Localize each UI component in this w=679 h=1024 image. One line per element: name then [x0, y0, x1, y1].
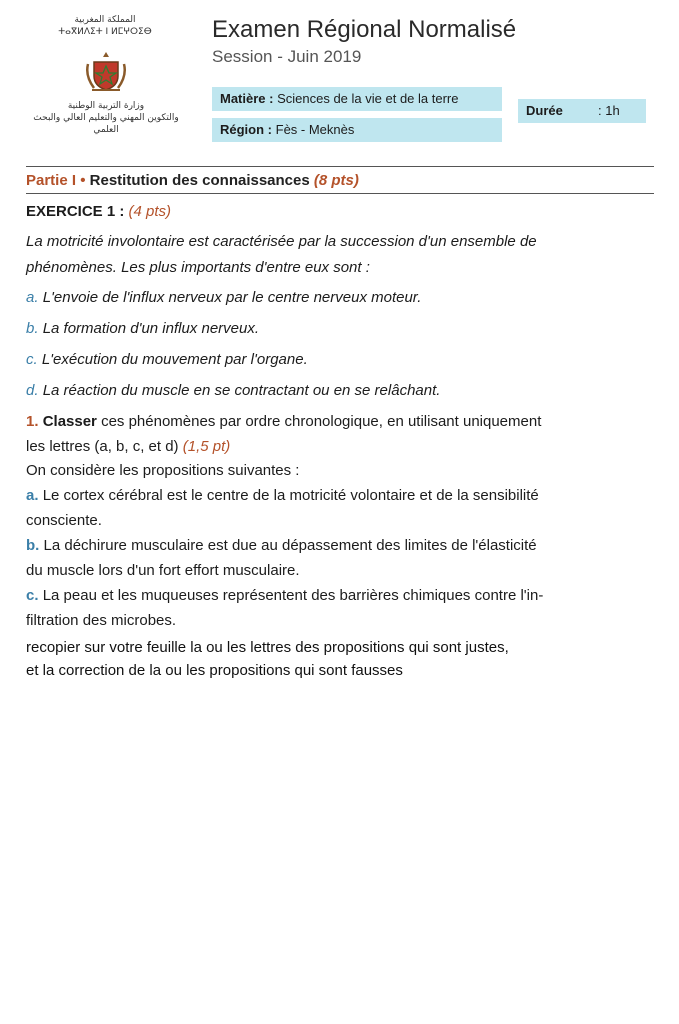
region-value: Fès - Meknès — [275, 122, 355, 137]
ministry-tifinagh: ⵜⴰⴳⵍⴷⵉⵜ ⵏ ⵍⵎⵖⵔⵉⴱ — [58, 27, 152, 37]
question-1-line-1: 1. Classer ces phénomènes par ordre chronologique, en utilisant uniquement — [26, 413, 542, 430]
question-1-line-2: les lettres (a, b, c, et d) (1,5 pt) — [26, 438, 231, 455]
exam-title: Examen Régional Normalisé — [212, 16, 517, 43]
partie-top-rule — [26, 166, 654, 167]
instruction-line-1: recopier sur votre feuille la ou les lettres des propositions qui sont justes, — [26, 639, 509, 656]
matiere-label: Matière : — [220, 91, 274, 106]
partie-label: Partie I — [26, 172, 77, 189]
ministry-ar-line4: العلمي — [93, 125, 119, 135]
partie-points: (8 pts) — [313, 172, 359, 189]
exercice-points: (4 pts) — [128, 203, 172, 220]
exercice-label: EXERCICE 1 : — [26, 203, 125, 220]
moroccan-emblem-icon — [82, 48, 130, 96]
partie-title: Restitution des connaissances — [89, 172, 310, 189]
ministry-name — [40, 14, 170, 38]
duree-value: : 1h — [598, 103, 620, 118]
duree-box — [518, 99, 646, 123]
list-item: b. La formation d'un influx nerveux. — [26, 320, 260, 337]
proposition-a-line-2: consciente. — [26, 512, 102, 529]
matiere-value: Sciences de la vie et de la terre — [277, 91, 459, 106]
partie-bottom-rule — [26, 193, 654, 194]
question-1-verb: Classer — [42, 413, 97, 430]
intro-line-1: La motricité involontaire est caractérisée par la succession d'un ensemble de — [26, 233, 537, 250]
region-label: Région : — [220, 122, 272, 137]
instruction-line-2: et la correction de la ou les propositions qui sont fausses — [26, 662, 403, 679]
region-box — [212, 118, 502, 142]
list-item: c. L'exécution du mouvement par l'organe. — [26, 351, 308, 368]
list-item: a. L'envoie de l'influx nerveux par le centre nerveux moteur. — [26, 289, 422, 306]
ministry-ar-line1: المملكة المغربية — [74, 15, 136, 25]
matiere-box — [212, 87, 502, 111]
partie-heading — [26, 172, 359, 189]
ministry-ar-line2: وزارة التربية الوطنية — [67, 101, 145, 111]
list-item: d. La réaction du muscle en se contractant ou en se relâchant. — [26, 382, 441, 399]
ministry-department — [26, 100, 186, 136]
proposition-c-line-1: c. La peau et les muqueuses représentent des barrières chimiques contre l'in- — [26, 587, 544, 604]
proposition-b-line-1: b. La déchirure musculaire est due au dépassement des limites de l'élasticité — [26, 537, 537, 554]
duree-label: Durée — [526, 103, 563, 118]
proposition-c-line-2: filtration des microbes. — [26, 612, 177, 629]
proposition-b-line-2: du muscle lors d'un fort effort musculaire. — [26, 562, 300, 579]
consider-line: On considère les propositions suivantes : — [26, 462, 300, 479]
proposition-a-line-1: a. Le cortex cérébral est le centre de la motricité volontaire et de la sensibilité — [26, 487, 539, 504]
question-1-number: 1. — [26, 413, 39, 430]
exercice-heading — [26, 203, 171, 220]
partie-separator: • — [80, 172, 86, 189]
intro-line-2: phénomènes. Les plus importants d'entre eux sont : — [26, 259, 370, 276]
question-1-points: (1,5 pt) — [182, 438, 231, 455]
exam-session: Session - Juin 2019 — [212, 47, 362, 66]
ministry-ar-line3: والتكوين المهني والتعليم العالي والبحث — [33, 113, 179, 123]
